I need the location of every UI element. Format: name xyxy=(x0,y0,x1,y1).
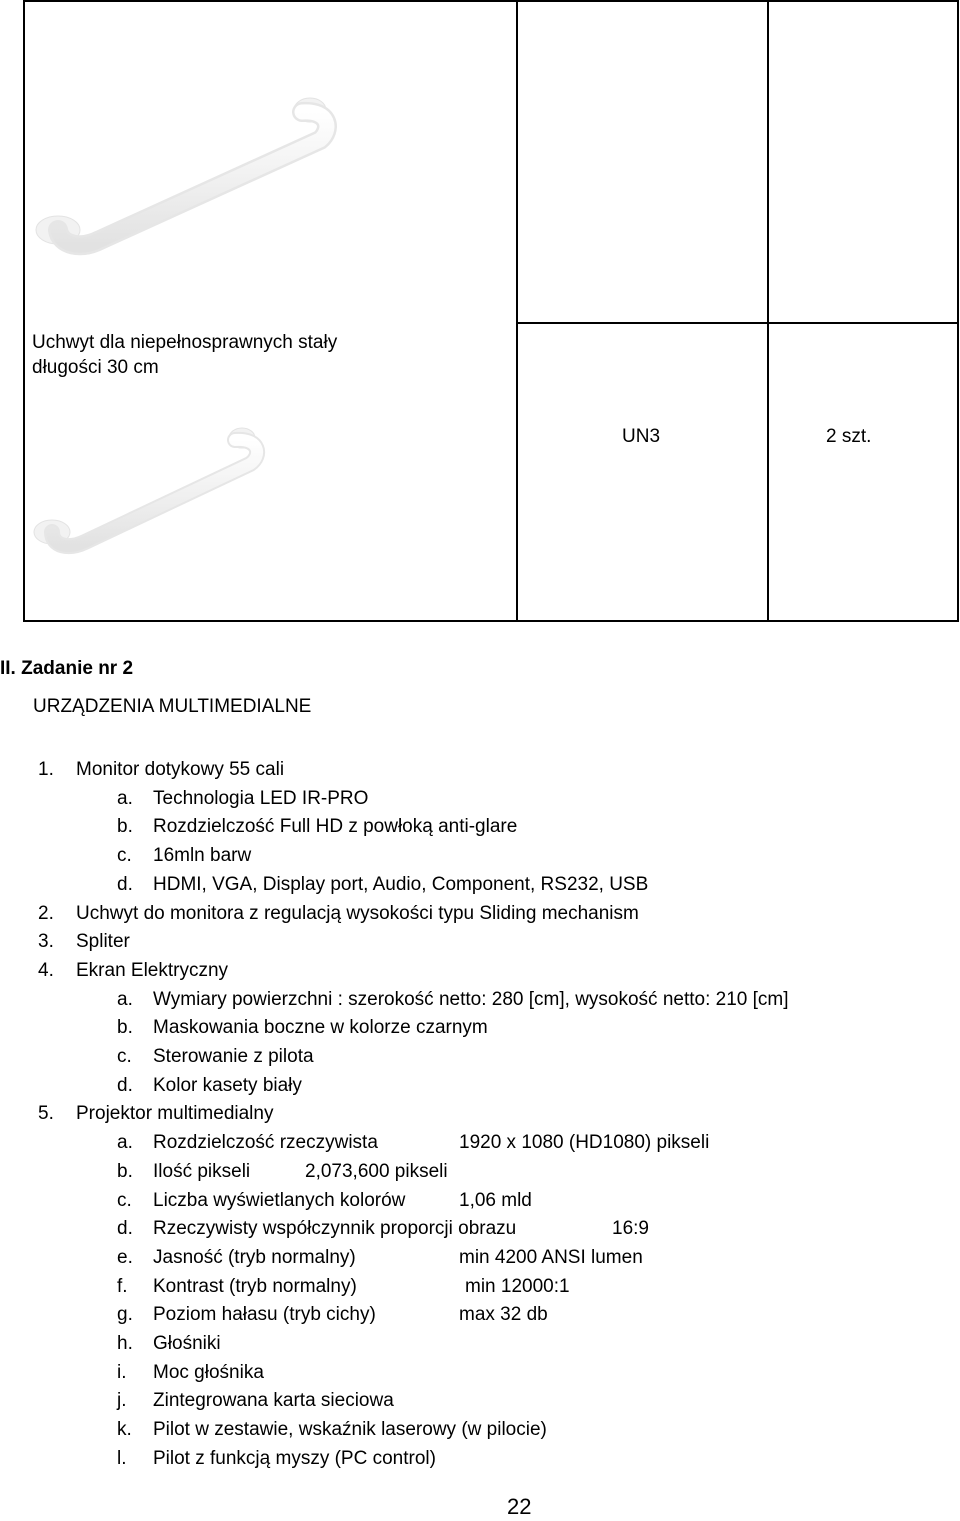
list-item-value: min 4200 ANSI lumen xyxy=(459,1247,643,1268)
list-marker: 4. xyxy=(38,960,54,981)
grab-bar-image-bottom xyxy=(30,420,270,560)
table-inner-divider xyxy=(517,322,959,324)
list-marker: 5. xyxy=(38,1103,54,1124)
list-item-text: Pilot z funkcją myszy (PC control) xyxy=(153,1448,436,1469)
list-marker: d. xyxy=(117,1218,133,1239)
list-item-value: 2,073,600 pikseli xyxy=(305,1161,448,1182)
list-item-value: 1,06 mld xyxy=(459,1190,532,1211)
list-marker: a. xyxy=(117,1132,133,1153)
list-item-text: Projektor multimedialny xyxy=(76,1103,274,1124)
table-border-left xyxy=(23,0,25,622)
list-marker: 1. xyxy=(38,759,54,780)
list-item-value: min 12000:1 xyxy=(465,1276,570,1297)
list-item-text: Moc głośnika xyxy=(153,1362,264,1383)
list-item-text: Uchwyt do monitora z regulacją wysokości typu Sliding mechanism xyxy=(76,903,639,924)
list-item-text: Technologia LED IR-PRO xyxy=(153,788,369,809)
list-item-text: 16mln barw xyxy=(153,845,252,866)
section-heading: II. Zadanie nr 2 xyxy=(0,658,134,679)
list-marker: i. xyxy=(117,1362,127,1383)
list-item-text: Kolor kasety biały xyxy=(153,1075,302,1096)
product-name-line1: Uchwyt dla niepełnosprawnych stały xyxy=(32,332,338,353)
list-item-text: HDMI, VGA, Display port, Audio, Component, RS232, USB xyxy=(153,874,649,895)
list-marker: 3. xyxy=(38,931,54,952)
table-border-top xyxy=(23,0,959,2)
list-marker: b. xyxy=(117,1161,133,1182)
list-item-text: Rozdzielczość Full HD z powłoką anti-glare xyxy=(153,816,518,837)
quantity-cell: 2 szt. xyxy=(826,426,872,447)
list-item-value: 16:9 xyxy=(612,1218,649,1239)
list-item-text: Monitor dotykowy 55 cali xyxy=(76,759,285,780)
list-marker: c. xyxy=(117,1190,132,1211)
list-item-text: Poziom hałasu (tryb cichy) xyxy=(153,1304,376,1325)
list-item-text: Wymiary powierzchni : szerokość netto: 280 [cm], wysokość netto: 210 [cm] xyxy=(153,989,789,1010)
list-item-text: Rzeczywisty współczynnik proporcji obrazu xyxy=(153,1218,517,1239)
list-marker: c. xyxy=(117,1046,132,1067)
product-name-line2: długości 30 cm xyxy=(32,357,159,378)
table-border-right xyxy=(957,0,959,622)
list-marker: b. xyxy=(117,1017,133,1038)
list-marker: d. xyxy=(117,874,133,895)
list-marker: k. xyxy=(117,1419,132,1440)
page-number: 22 xyxy=(507,1494,532,1519)
list-marker: l. xyxy=(117,1448,127,1469)
list-marker: g. xyxy=(117,1304,133,1325)
list-marker: e. xyxy=(117,1247,133,1268)
list-marker: f. xyxy=(117,1276,128,1297)
list-item-text: Ilość pikseli xyxy=(153,1161,251,1182)
list-item-text: Sterowanie z pilota xyxy=(153,1046,314,1067)
list-item-text: Rozdzielczość rzeczywista xyxy=(153,1132,378,1153)
list-marker: d. xyxy=(117,1075,133,1096)
list-item-text: Ekran Elektryczny xyxy=(76,960,229,981)
unit-cell: UN3 xyxy=(622,426,661,447)
list-marker: j. xyxy=(117,1390,127,1411)
list-item-text: Pilot w zestawie, wskaźnik laserowy (w pilocie) xyxy=(153,1419,547,1440)
list-marker: a. xyxy=(117,989,133,1010)
list-marker: a. xyxy=(117,788,133,809)
list-marker: b. xyxy=(117,816,133,837)
list-item-text: Jasność (tryb normalny) xyxy=(153,1247,356,1268)
table-border-col1 xyxy=(516,0,518,622)
grab-bar-image-top xyxy=(30,90,340,260)
list-item-value: max 32 db xyxy=(459,1304,548,1325)
list-item-text: Maskowania boczne w kolorze czarnym xyxy=(153,1017,488,1038)
table-border-col2 xyxy=(767,0,769,622)
section-subheading: URZĄDZENIA MULTIMEDIALNE xyxy=(33,696,312,717)
list-item-text: Liczba wyświetlanych kolorów xyxy=(153,1190,406,1211)
list-marker: c. xyxy=(117,845,132,866)
list-item-value: 1920 x 1080 (HD1080) pikseli xyxy=(459,1132,710,1153)
table-border-bottom xyxy=(23,620,959,622)
list-marker: h. xyxy=(117,1333,133,1354)
list-marker: 2. xyxy=(38,903,54,924)
list-item-text: Kontrast (tryb normalny) xyxy=(153,1276,357,1297)
list-item-text: Spliter xyxy=(76,931,130,952)
list-item-text: Głośniki xyxy=(153,1333,221,1354)
list-item-text: Zintegrowana karta sieciowa xyxy=(153,1390,394,1411)
